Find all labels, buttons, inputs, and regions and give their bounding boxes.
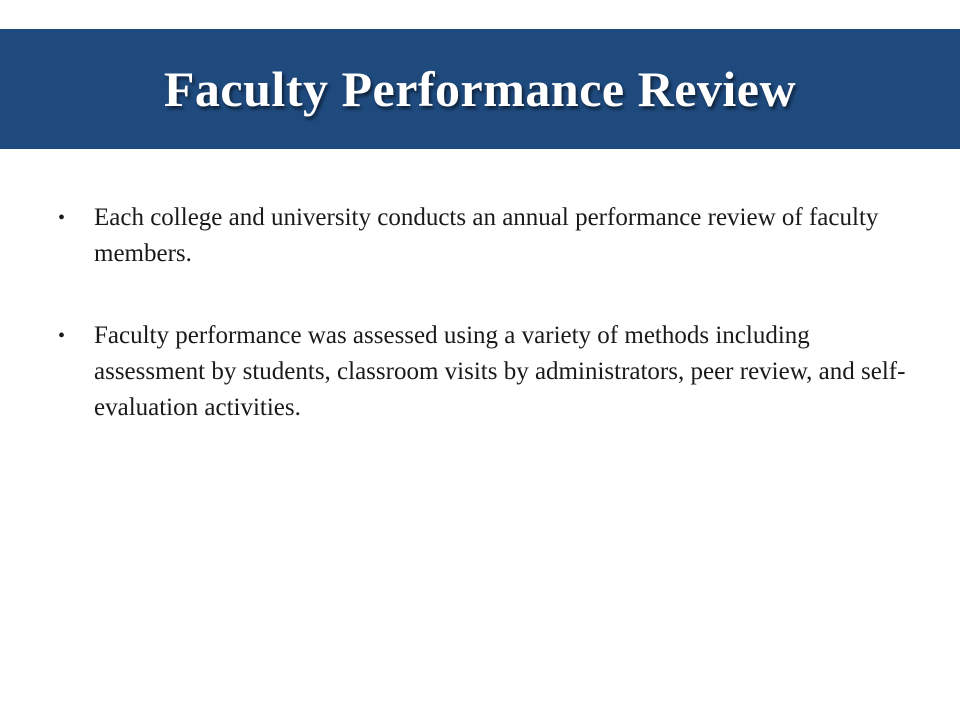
slide-title: Faculty Performance Review bbox=[163, 61, 797, 117]
bullet-list bbox=[58, 200, 908, 472]
bullet-icon: • bbox=[58, 325, 66, 347]
bullet-item bbox=[58, 318, 908, 426]
bullet-item bbox=[58, 200, 908, 272]
bullet-text: Faculty performance was assessed using a variety of methods including assessment by students, classroom visits by administrators, peer review, and self-evaluation activities. bbox=[94, 322, 906, 421]
bullet-text: Each college and university conducts an annual performance review of faculty members. bbox=[94, 204, 879, 267]
title-bar bbox=[0, 29, 960, 149]
bullet-icon: • bbox=[58, 207, 66, 229]
